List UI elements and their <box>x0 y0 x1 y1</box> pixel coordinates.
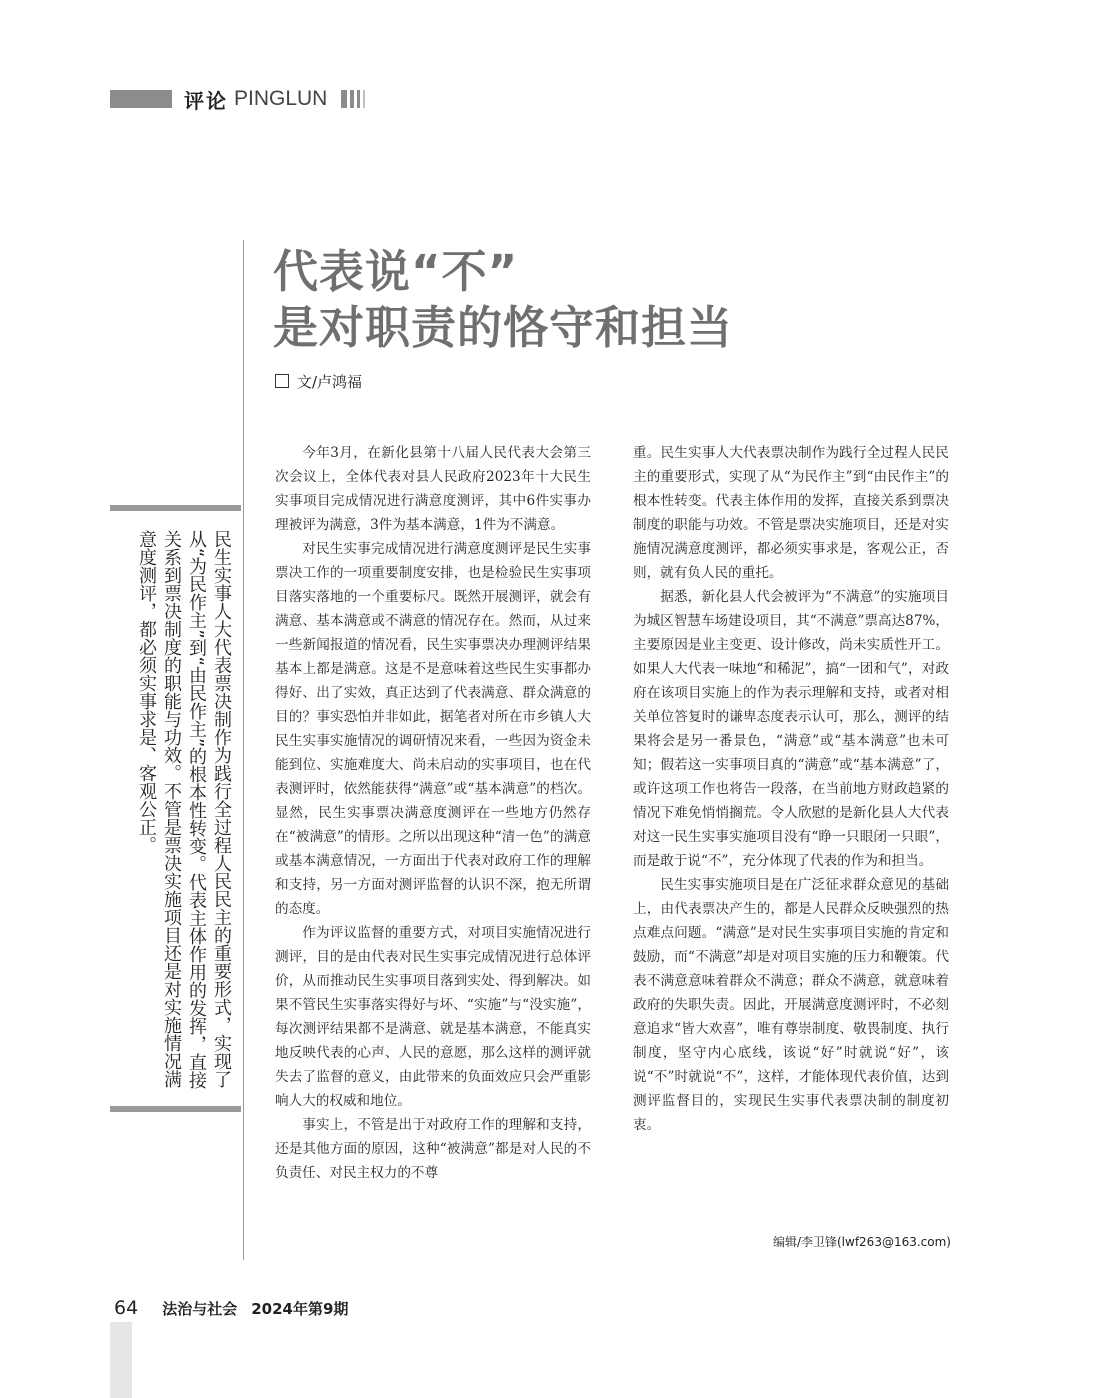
pull-quote-rule-bottom <box>110 1106 241 1112</box>
text-column-right <box>633 441 949 1137</box>
paragraph: 民生实事实施项目是在广泛征求群众意见的基础上，由代表票决产生的，都是人民群众反映强烈的热点难点问题。“满意”是对民生实事项目实施的肯定和鼓励，而“不满意”却是对项目实施的压力和鞭策。代表不满意意味着群众不满意；群众不满意，就意味着政府的失职失责。因此，开展满意度测评时，不必刻意追求“皆大欢喜”，唯有尊崇制度、敬畏制度、执行制度，坚守内心底线，该说“好”时就说“好”，该说“不”时就说“不”，这样，才能体现代表价值，达到测评监督目的，实现民生实事代表票决制的制度初衷。 <box>633 877 949 1133</box>
title-line-2: 是对职责的恪守和担当 <box>273 301 734 354</box>
magazine-name: 法治与社会 <box>162 1299 238 1318</box>
paragraph: 今年3月，在新化县第十八届人民代表大会第三次会议上，全体代表对县人民政府2023年十大民生实事项目完成情况进行满意度测评，其中6件实事办理被评为满意，3件为基本满意，1件为不满意。 <box>275 445 591 533</box>
byline-box-icon <box>275 374 289 388</box>
section-header <box>110 87 365 113</box>
issue-label: 2024年第9期 <box>251 1299 349 1318</box>
byline <box>275 371 362 392</box>
page-footer <box>110 1297 348 1319</box>
header-bar-decoration <box>110 90 172 108</box>
pull-quote: 民生实事人大代表票决制作为践行全过程人民民主的重要形式，实现了从“为民作主”到“由民作主”的根本性转变。代表主体作用的发挥，直接关系到票决制度的职能与功效。不管是票决实施项目还是对实施情况满意度测评，都必须实事求是、客观公正。 <box>136 530 232 1090</box>
section-title-cn: 评论 <box>184 88 228 113</box>
section-title-en: PINGLUN <box>234 87 328 110</box>
title-line-1: 代表说“不” <box>273 245 519 298</box>
header-marks-decoration <box>341 90 365 108</box>
paragraph: 据悉，新化县人代会被评为“不满意”的实施项目为城区智慧车场建设项目，其“不满意”票高达87%，主要原因是业主变更、设计修改，尚未实质性开工。如果人大代表一味地“和稀泥”，搞“一团和气”，对政府在该项目实施上的作为表示理解和支持，或者对相关单位答复时的谦卑态度表示认可，那么，测评的结果将会是另一番景色，“满意”或“基本满意”也未可知；假若这一实事项目真的“满意”或“基本满意”了，或许这项工作也将告一段落，在当前地方财政趋紧的情况下难免悄悄搁荒。令人欣慰的是新化县人大代表对这一民生实事实施项目没有“睁一只眼闭一只眼”，而是敢于说“不”，充分体现了代表的作为和担当。 <box>633 589 949 869</box>
column-divider <box>243 240 244 1260</box>
page-number: 64 <box>114 1297 139 1319</box>
paragraph: 对民生实事完成情况进行满意度测评是民生实事票决工作的一项重要制度安排，也是检验民生实事项目落实落地的一个重要标尺。既然开展测评，就会有满意、基本满意或不满意的情况存在。然而，从过来一些新闻报道的情况看，民生实事票决办理测评结果基本上都是满意。这是不是意味着这些民生实事都办得好、出了实效，真正达到了代表满意、群众满意的目的？事实恐怕并非如此，据笔者对所在市乡镇人大民生实事实施情况的调研情况来看，一些因为资金未能到位、实施难度大、尚未启动的实事项目，也在代表测评时，依然能获得“满意”或“基本满意”的档次。显然，民生实事票决满意度测评在一些地方仍然存在“被满意”的情形。之所以出现这种“清一色”的满意或基本满意情况，一方面出于代表对政府工作的理解和支持，另一方面对测评监督的认识不深，抱无所谓的态度。 <box>275 541 591 917</box>
paragraph: 作为评议监督的重要方式，对项目实施情况进行测评，目的是由代表对民生实事完成情况进行总体评价，从而推动民生实事项目落到实处、得到解决。如果不管民生实事落实得好与坏、“实施”与“没实施”，每次测评结果都不是满意、就是基本满意，不能真实地反映代表的心声、人民的意愿，那么这样的测评就失去了监督的意义，由此带来的负面效应只会严重影响人大的权威和地位。 <box>275 925 591 1109</box>
margin-strip-decoration <box>110 1322 132 1398</box>
editor-credit: 编辑/李卫锋(lwf263@163.com) <box>772 1235 951 1249</box>
paragraph-continued: 重。民生实事人大代表票决制作为践行全过程人民民主的重要形式，实现了从“为民作主”到“由民作主”的根本性转变。代表主体作用的发挥，直接关系到票决制度的职能与功效。不管是票决实施项目，还是对实施情况满意度测评，都必须实事求是，客观公正，否则，就有负人民的重托。 <box>633 445 949 581</box>
article-title <box>273 244 733 356</box>
pull-quote-rule-top <box>110 505 241 511</box>
text-column-left <box>275 441 591 1185</box>
paragraph: 事实上，不管是出于对政府工作的理解和支持，还是其他方面的原因，这种“被满意”都是对人民的不负责任、对民主权力的不尊 <box>275 1117 591 1181</box>
author: 文/卢鸿福 <box>297 373 363 391</box>
